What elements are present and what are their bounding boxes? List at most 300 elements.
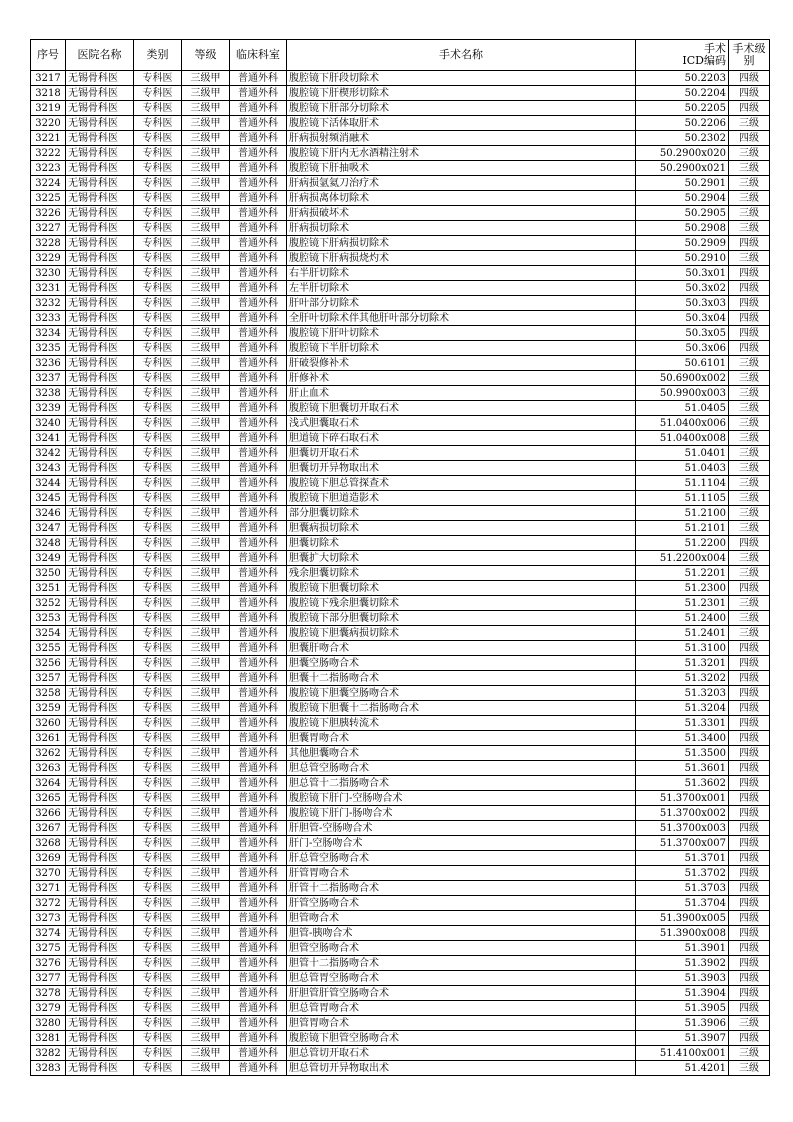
header-no: 序号 (31, 40, 66, 71)
row-number: 3231 (31, 281, 66, 296)
icd-code: 51.3900x008 (636, 926, 729, 941)
grade: 三级甲 (182, 641, 230, 656)
grade: 三级甲 (182, 626, 230, 641)
surgery-level: 四级 (729, 941, 770, 956)
icd-code: 50.2905 (636, 206, 729, 221)
icd-code: 50.6101 (636, 356, 729, 371)
category: 专科医 (134, 416, 182, 431)
category: 专科医 (134, 1016, 182, 1031)
row-number: 3246 (31, 506, 66, 521)
icd-code: 51.3602 (636, 776, 729, 791)
department: 普通外科 (230, 776, 287, 791)
surgery-level: 四级 (729, 701, 770, 716)
grade: 三级甲 (182, 581, 230, 596)
category: 专科医 (134, 311, 182, 326)
row-number: 3238 (31, 386, 66, 401)
grade: 三级甲 (182, 896, 230, 911)
header-hospital: 医院名称 (66, 40, 134, 71)
surgery-level: 四级 (729, 971, 770, 986)
row-number: 3279 (31, 1001, 66, 1016)
icd-code: 51.3203 (636, 686, 729, 701)
category: 专科医 (134, 536, 182, 551)
row-number: 3283 (31, 1061, 66, 1076)
surgery-level: 四级 (729, 821, 770, 836)
hospital-name: 无锡骨科医 (66, 251, 134, 266)
surgery-name: 浅式胆囊取石术 (287, 416, 636, 431)
hospital-name: 无锡骨科医 (66, 866, 134, 881)
grade: 三级甲 (182, 686, 230, 701)
department: 普通外科 (230, 491, 287, 506)
icd-code: 51.3500 (636, 746, 729, 761)
hospital-name: 无锡骨科医 (66, 686, 134, 701)
department: 普通外科 (230, 176, 287, 191)
category: 专科医 (134, 551, 182, 566)
surgery-level: 四级 (729, 326, 770, 341)
category: 专科医 (134, 911, 182, 926)
hospital-name: 无锡骨科医 (66, 701, 134, 716)
row-number: 3248 (31, 536, 66, 551)
hospital-name: 无锡骨科医 (66, 296, 134, 311)
table-row (31, 551, 770, 566)
row-number: 3241 (31, 431, 66, 446)
department: 普通外科 (230, 131, 287, 146)
category: 专科医 (134, 986, 182, 1001)
hospital-name: 无锡骨科医 (66, 476, 134, 491)
table-row (31, 926, 770, 941)
icd-code: 51.1105 (636, 491, 729, 506)
surgery-level: 三级 (729, 221, 770, 236)
surgery-level: 三级 (729, 176, 770, 191)
row-number: 3232 (31, 296, 66, 311)
grade: 三级甲 (182, 491, 230, 506)
row-number: 3282 (31, 1046, 66, 1061)
grade: 三级甲 (182, 431, 230, 446)
grade: 三级甲 (182, 461, 230, 476)
hospital-name: 无锡骨科医 (66, 446, 134, 461)
category: 专科医 (134, 341, 182, 356)
surgery-level: 四级 (729, 311, 770, 326)
row-number: 3261 (31, 731, 66, 746)
category: 专科医 (134, 866, 182, 881)
surgery-level: 三级 (729, 566, 770, 581)
surgery-name: 右半肝切除术 (287, 266, 636, 281)
department: 普通外科 (230, 1061, 287, 1076)
icd-code: 51.1104 (636, 476, 729, 491)
category: 专科医 (134, 776, 182, 791)
surgery-level: 三级 (729, 116, 770, 131)
category: 专科医 (134, 101, 182, 116)
icd-code: 51.3703 (636, 881, 729, 896)
row-number: 3230 (31, 266, 66, 281)
surgery-level: 三级 (729, 491, 770, 506)
surgery-name: 胆囊切开取石术 (287, 446, 636, 461)
surgery-name: 胆囊肝吻合术 (287, 641, 636, 656)
hospital-name: 无锡骨科医 (66, 761, 134, 776)
department: 普通外科 (230, 896, 287, 911)
department: 普通外科 (230, 1016, 287, 1031)
hospital-name: 无锡骨科医 (66, 311, 134, 326)
icd-code: 50.2302 (636, 131, 729, 146)
surgery-level: 四级 (729, 671, 770, 686)
surgery-name: 腹腔镜下肝病损烧灼术 (287, 251, 636, 266)
category: 专科医 (134, 476, 182, 491)
hospital-name: 无锡骨科医 (66, 1061, 134, 1076)
surgery-name: 腹腔镜下肝叶切除术 (287, 326, 636, 341)
table-row (31, 731, 770, 746)
surgery-name: 肝病损离体切除术 (287, 191, 636, 206)
department: 普通外科 (230, 671, 287, 686)
grade: 三级甲 (182, 206, 230, 221)
surgery-level: 四级 (729, 956, 770, 971)
surgery-level: 三级 (729, 191, 770, 206)
table-row (31, 341, 770, 356)
category: 专科医 (134, 296, 182, 311)
row-number: 3222 (31, 146, 66, 161)
surgery-name: 胆囊扩大切除术 (287, 551, 636, 566)
surgery-level: 四级 (729, 896, 770, 911)
surgery-level: 四级 (729, 236, 770, 251)
row-number: 3271 (31, 881, 66, 896)
row-number: 3226 (31, 206, 66, 221)
department: 普通外科 (230, 251, 287, 266)
row-number: 3259 (31, 701, 66, 716)
hospital-name: 无锡骨科医 (66, 86, 134, 101)
table-row (31, 611, 770, 626)
table-row (31, 251, 770, 266)
department: 普通外科 (230, 101, 287, 116)
table-row (31, 941, 770, 956)
surgery-name: 胆囊胃吻合术 (287, 731, 636, 746)
row-number: 3268 (31, 836, 66, 851)
icd-code: 51.3700x007 (636, 836, 729, 851)
hospital-name: 无锡骨科医 (66, 851, 134, 866)
surgery-name: 肝叶部分切除术 (287, 296, 636, 311)
icd-code: 51.2300 (636, 581, 729, 596)
header-category: 类别 (134, 40, 182, 71)
surgery-name: 腹腔镜下活体取肝术 (287, 116, 636, 131)
surgery-level: 三级 (729, 476, 770, 491)
grade: 三级甲 (182, 881, 230, 896)
surgery-level: 四级 (729, 641, 770, 656)
surgery-name: 腹腔镜下胆囊切除术 (287, 581, 636, 596)
surgery-name: 腹腔镜下胆道造影术 (287, 491, 636, 506)
surgery-level: 三级 (729, 251, 770, 266)
table-row (31, 176, 770, 191)
grade: 三级甲 (182, 941, 230, 956)
department: 普通外科 (230, 296, 287, 311)
grade: 三级甲 (182, 131, 230, 146)
grade: 三级甲 (182, 416, 230, 431)
hospital-name: 无锡骨科医 (66, 821, 134, 836)
table-row (31, 116, 770, 131)
icd-code: 50.2900x020 (636, 146, 729, 161)
table-row (31, 386, 770, 401)
hospital-name: 无锡骨科医 (66, 896, 134, 911)
grade: 三级甲 (182, 911, 230, 926)
row-number: 3220 (31, 116, 66, 131)
icd-code: 51.0401 (636, 446, 729, 461)
department: 普通外科 (230, 266, 287, 281)
row-number: 3266 (31, 806, 66, 821)
grade: 三级甲 (182, 986, 230, 1001)
row-number: 3270 (31, 866, 66, 881)
hospital-name: 无锡骨科医 (66, 836, 134, 851)
surgery-name: 残余胆囊切除术 (287, 566, 636, 581)
grade: 三级甲 (182, 71, 230, 86)
row-number: 3240 (31, 416, 66, 431)
table-row (31, 986, 770, 1001)
icd-code: 51.3400 (636, 731, 729, 746)
surgery-name: 腹腔镜下胆囊切开取石术 (287, 401, 636, 416)
surgery-level: 四级 (729, 281, 770, 296)
surgery-name: 胆总管切开取石术 (287, 1046, 636, 1061)
surgery-name: 肝胆管肝管空肠吻合术 (287, 986, 636, 1001)
category: 专科医 (134, 221, 182, 236)
grade: 三级甲 (182, 101, 230, 116)
surgery-level: 四级 (729, 776, 770, 791)
icd-code: 50.2909 (636, 236, 729, 251)
surgery-level: 三级 (729, 161, 770, 176)
grade: 三级甲 (182, 1061, 230, 1076)
surgery-level: 四级 (729, 716, 770, 731)
table-row (31, 866, 770, 881)
surgery-name: 部分胆囊切除术 (287, 506, 636, 521)
surgery-level: 三级 (729, 1046, 770, 1061)
surgery-level: 四级 (729, 71, 770, 86)
department: 普通外科 (230, 521, 287, 536)
row-number: 3251 (31, 581, 66, 596)
surgery-level: 四级 (729, 731, 770, 746)
icd-code: 51.3202 (636, 671, 729, 686)
row-number: 3235 (31, 341, 66, 356)
department: 普通外科 (230, 236, 287, 251)
surgery-name: 腹腔镜下肝部分切除术 (287, 101, 636, 116)
row-number: 3273 (31, 911, 66, 926)
surgery-name: 肝胆管-空肠吻合术 (287, 821, 636, 836)
grade: 三级甲 (182, 266, 230, 281)
hospital-name: 无锡骨科医 (66, 146, 134, 161)
surgery-level: 四级 (729, 881, 770, 896)
surgery-level: 三级 (729, 416, 770, 431)
category: 专科医 (134, 941, 182, 956)
row-number: 3245 (31, 491, 66, 506)
department: 普通外科 (230, 86, 287, 101)
category: 专科医 (134, 731, 182, 746)
hospital-name: 无锡骨科医 (66, 506, 134, 521)
surgery-name: 腹腔镜下胆胰转流术 (287, 716, 636, 731)
surgery-level: 四级 (729, 536, 770, 551)
surgery-level: 三级 (729, 461, 770, 476)
hospital-name: 无锡骨科医 (66, 911, 134, 926)
department: 普通外科 (230, 851, 287, 866)
category: 专科医 (134, 1046, 182, 1061)
department: 普通外科 (230, 986, 287, 1001)
surgery-level: 三级 (729, 551, 770, 566)
row-number: 3242 (31, 446, 66, 461)
hospital-name: 无锡骨科医 (66, 941, 134, 956)
icd-code: 51.2101 (636, 521, 729, 536)
icd-code: 50.2901 (636, 176, 729, 191)
surgery-level: 四级 (729, 656, 770, 671)
table-row (31, 641, 770, 656)
table-row (31, 326, 770, 341)
row-number: 3262 (31, 746, 66, 761)
grade: 三级甲 (182, 566, 230, 581)
surgery-name: 肝病损氩氦刀治疗术 (287, 176, 636, 191)
surgery-name: 胆总管空肠吻合术 (287, 761, 636, 776)
category: 专科医 (134, 281, 182, 296)
surgery-level: 三级 (729, 626, 770, 641)
department: 普通外科 (230, 461, 287, 476)
hospital-name: 无锡骨科医 (66, 101, 134, 116)
row-number: 3255 (31, 641, 66, 656)
icd-code: 50.2910 (636, 251, 729, 266)
surgery-level: 三级 (729, 206, 770, 221)
table-row (31, 1016, 770, 1031)
department: 普通外科 (230, 581, 287, 596)
category: 专科医 (134, 656, 182, 671)
grade: 三级甲 (182, 191, 230, 206)
icd-code: 51.3704 (636, 896, 729, 911)
department: 普通外科 (230, 161, 287, 176)
icd-code: 51.0400x006 (636, 416, 729, 431)
category: 专科医 (134, 356, 182, 371)
grade: 三级甲 (182, 776, 230, 791)
icd-code: 51.0405 (636, 401, 729, 416)
department: 普通外科 (230, 686, 287, 701)
table-row (31, 71, 770, 86)
hospital-name: 无锡骨科医 (66, 746, 134, 761)
table-row (31, 701, 770, 716)
table-row (31, 821, 770, 836)
surgery-level: 四级 (729, 266, 770, 281)
grade: 三级甲 (182, 746, 230, 761)
table-row (31, 461, 770, 476)
hospital-name: 无锡骨科医 (66, 161, 134, 176)
category: 专科医 (134, 566, 182, 581)
hospital-name: 无锡骨科医 (66, 266, 134, 281)
surgery-name: 腹腔镜下胆管空肠吻合术 (287, 1031, 636, 1046)
icd-code: 51.3301 (636, 716, 729, 731)
surgery-level: 三级 (729, 506, 770, 521)
hospital-name: 无锡骨科医 (66, 131, 134, 146)
hospital-name: 无锡骨科医 (66, 536, 134, 551)
table-body (31, 71, 770, 1076)
table-row (31, 491, 770, 506)
surgery-name: 胆总管胃空肠吻合术 (287, 971, 636, 986)
department: 普通外科 (230, 326, 287, 341)
grade: 三级甲 (182, 806, 230, 821)
hospital-name: 无锡骨科医 (66, 386, 134, 401)
table-row (31, 296, 770, 311)
icd-code: 51.2200x004 (636, 551, 729, 566)
hospital-name: 无锡骨科医 (66, 326, 134, 341)
icd-code: 50.2205 (636, 101, 729, 116)
department: 普通外科 (230, 596, 287, 611)
category: 专科医 (134, 446, 182, 461)
hospital-name: 无锡骨科医 (66, 611, 134, 626)
surgery-level: 三级 (729, 596, 770, 611)
hospital-name: 无锡骨科医 (66, 401, 134, 416)
icd-code: 51.3900x005 (636, 911, 729, 926)
department: 普通外科 (230, 551, 287, 566)
row-number: 3229 (31, 251, 66, 266)
surgery-level: 三级 (729, 371, 770, 386)
grade: 三级甲 (182, 116, 230, 131)
row-number: 3224 (31, 176, 66, 191)
table-row (31, 371, 770, 386)
category: 专科医 (134, 266, 182, 281)
department: 普通外科 (230, 221, 287, 236)
category: 专科医 (134, 581, 182, 596)
surgery-name: 肝修补术 (287, 371, 636, 386)
table-row (31, 1061, 770, 1076)
icd-code: 51.3700x002 (636, 806, 729, 821)
table-row (31, 956, 770, 971)
hospital-name: 无锡骨科医 (66, 596, 134, 611)
category: 专科医 (134, 701, 182, 716)
table-row (31, 86, 770, 101)
table-row (31, 416, 770, 431)
category: 专科医 (134, 521, 182, 536)
table-row (31, 191, 770, 206)
category: 专科医 (134, 746, 182, 761)
department: 普通外科 (230, 641, 287, 656)
department: 普通外科 (230, 356, 287, 371)
surgery-level: 四级 (729, 341, 770, 356)
surgery-level: 四级 (729, 746, 770, 761)
row-number: 3227 (31, 221, 66, 236)
table-row (31, 311, 770, 326)
row-number: 3223 (31, 161, 66, 176)
table-row (31, 776, 770, 791)
category: 专科医 (134, 671, 182, 686)
surgery-name: 腹腔镜下胆囊病损切除术 (287, 626, 636, 641)
icd-code: 50.3x05 (636, 326, 729, 341)
icd-code: 51.0403 (636, 461, 729, 476)
hospital-name: 无锡骨科医 (66, 551, 134, 566)
surgery-level: 四级 (729, 836, 770, 851)
category: 专科医 (134, 1001, 182, 1016)
surgery-level: 三级 (729, 146, 770, 161)
category: 专科医 (134, 86, 182, 101)
grade: 三级甲 (182, 236, 230, 251)
icd-code: 50.3x04 (636, 311, 729, 326)
hospital-name: 无锡骨科医 (66, 176, 134, 191)
header-grade: 等级 (182, 40, 230, 71)
table-row (31, 101, 770, 116)
surgery-name: 全肝叶切除术伴其他肝叶部分切除术 (287, 311, 636, 326)
department: 普通外科 (230, 911, 287, 926)
header-surgery-name: 手术名称 (287, 40, 636, 71)
surgery-name: 腹腔镜下部分胆囊切除术 (287, 611, 636, 626)
grade: 三级甲 (182, 611, 230, 626)
icd-code: 51.3701 (636, 851, 729, 866)
hospital-name: 无锡骨科医 (66, 731, 134, 746)
department: 普通外科 (230, 836, 287, 851)
grade: 三级甲 (182, 146, 230, 161)
surgery-name: 肝管胃吻合术 (287, 866, 636, 881)
department: 普通外科 (230, 431, 287, 446)
department: 普通外科 (230, 956, 287, 971)
grade: 三级甲 (182, 926, 230, 941)
category: 专科医 (134, 806, 182, 821)
grade: 三级甲 (182, 1001, 230, 1016)
hospital-name: 无锡骨科医 (66, 626, 134, 641)
category: 专科医 (134, 761, 182, 776)
surgery-name: 胆道镜下碎石取石术 (287, 431, 636, 446)
surgery-level: 三级 (729, 1016, 770, 1031)
